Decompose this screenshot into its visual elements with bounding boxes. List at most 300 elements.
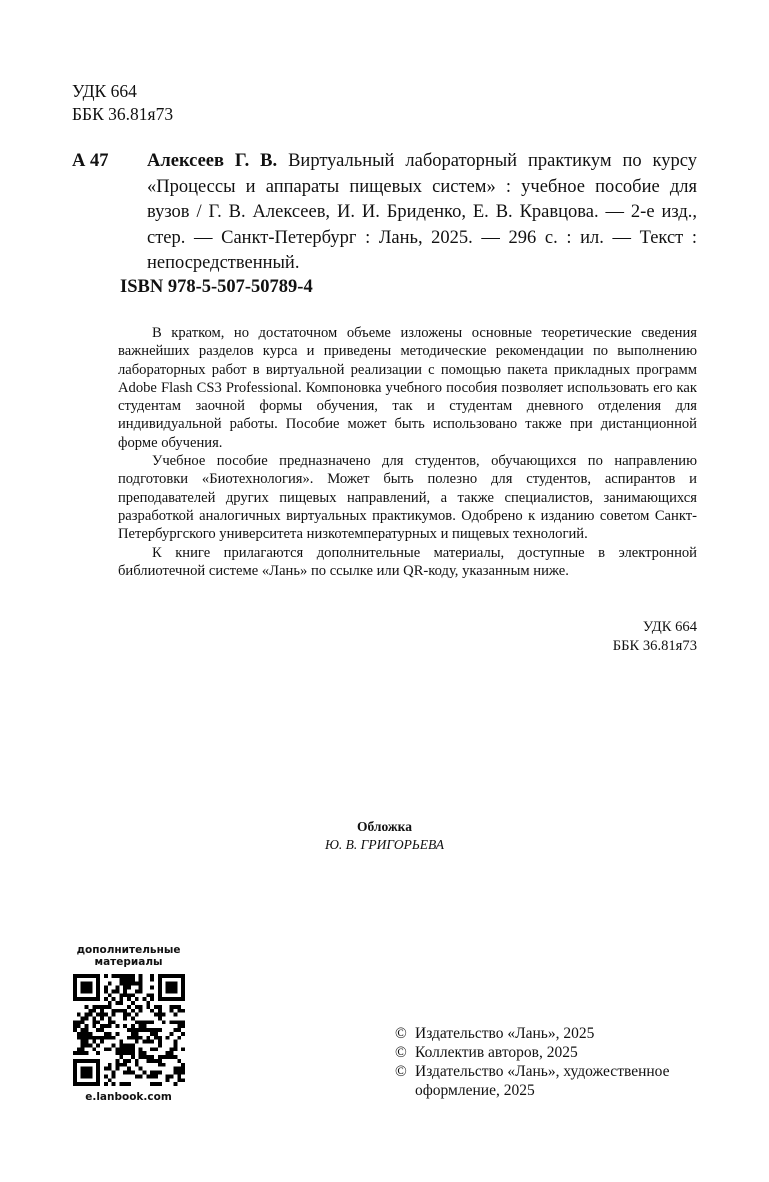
qr-module bbox=[92, 1016, 96, 1020]
qr-module bbox=[161, 997, 165, 1001]
qr-module bbox=[84, 1016, 88, 1020]
qr-module bbox=[157, 978, 161, 982]
qr-module bbox=[73, 1067, 77, 1071]
qr-module bbox=[96, 1044, 100, 1048]
qr-module bbox=[115, 1051, 119, 1055]
qr-module bbox=[123, 1047, 127, 1051]
qr-module bbox=[169, 989, 173, 993]
copyright-line bbox=[395, 1043, 705, 1062]
qr-module bbox=[127, 982, 131, 986]
qr-module bbox=[73, 1024, 77, 1028]
qr-module bbox=[123, 1044, 127, 1048]
qr-module bbox=[80, 1059, 84, 1063]
qr-module bbox=[88, 1071, 92, 1075]
qr-module bbox=[84, 1082, 88, 1086]
qr-module bbox=[127, 1028, 131, 1032]
annotation-paragraph: Учебное пособие предназначено для студентов, обучающихся по направлению подготовки «Биотехнология». Может быть полезно для студентов, аспирантов и преподавателей других пищевых направлений, а также специалистов, занимающихся разработкой аналогичных виртуальных практикумов. Одобрено к изданию советом Санкт-Петербургского университета низкотемпературных и пищевых технологий. bbox=[118, 453, 697, 543]
qr-module bbox=[150, 1071, 154, 1075]
qr-module bbox=[84, 1071, 88, 1075]
qr-module bbox=[119, 1009, 123, 1013]
qr-module bbox=[169, 1005, 173, 1009]
qr-module bbox=[84, 1040, 88, 1044]
qr-module bbox=[146, 1040, 150, 1044]
qr-module bbox=[134, 1013, 138, 1017]
qr-module bbox=[76, 1051, 80, 1055]
qr-module bbox=[88, 1074, 92, 1078]
qr-module bbox=[73, 1078, 77, 1082]
qr-module bbox=[107, 1001, 111, 1005]
bibliographic-record bbox=[147, 149, 697, 277]
qr-module bbox=[138, 1051, 142, 1055]
qr-module bbox=[76, 1024, 80, 1028]
qr-module bbox=[169, 1032, 173, 1036]
qr-module bbox=[76, 1047, 80, 1051]
qr-module bbox=[134, 1032, 138, 1036]
qr-module bbox=[150, 1009, 154, 1013]
qr-module bbox=[76, 1036, 80, 1040]
qr-module bbox=[177, 1067, 181, 1071]
qr-module bbox=[80, 1071, 84, 1075]
qr-module bbox=[150, 974, 154, 978]
qr-module bbox=[146, 993, 150, 997]
bbk-code: ББК 36.81я73 bbox=[72, 104, 174, 124]
qr-module bbox=[146, 1005, 150, 1009]
qr-module bbox=[123, 1016, 127, 1020]
qr-module bbox=[134, 1059, 138, 1063]
qr-module bbox=[96, 1028, 100, 1032]
qr-module bbox=[115, 1024, 119, 1028]
qr-module bbox=[127, 993, 131, 997]
qr-module bbox=[177, 1074, 181, 1078]
qr-module bbox=[107, 1078, 111, 1082]
qr-module bbox=[88, 974, 92, 978]
qr-module bbox=[123, 1009, 127, 1013]
qr-module bbox=[80, 974, 84, 978]
qr-module bbox=[173, 1013, 177, 1017]
qr-module bbox=[127, 1005, 131, 1009]
qr-module bbox=[138, 1028, 142, 1032]
qr-module bbox=[138, 1055, 142, 1059]
qr-module bbox=[169, 1074, 173, 1078]
qr-module bbox=[142, 1024, 146, 1028]
qr-module bbox=[103, 1013, 107, 1017]
qr-module bbox=[80, 997, 84, 1001]
qr-module bbox=[119, 1051, 123, 1055]
qr-module bbox=[73, 974, 77, 978]
qr-module bbox=[173, 974, 177, 978]
qr-module bbox=[181, 978, 185, 982]
qr-module bbox=[169, 986, 173, 990]
qr-module bbox=[84, 1059, 88, 1063]
qr-module bbox=[130, 993, 134, 997]
qr-module bbox=[130, 1001, 134, 1005]
qr-module bbox=[173, 1020, 177, 1024]
qr-module bbox=[138, 1047, 142, 1051]
qr-module bbox=[123, 1024, 127, 1028]
qr-module bbox=[103, 989, 107, 993]
qr-module bbox=[161, 1063, 165, 1067]
qr-module bbox=[134, 1020, 138, 1024]
qr-module bbox=[157, 982, 161, 986]
qr-module bbox=[154, 1005, 158, 1009]
qr-module bbox=[154, 1013, 158, 1017]
qr-module bbox=[111, 974, 115, 978]
qr-module bbox=[150, 986, 154, 990]
qr-module bbox=[84, 974, 88, 978]
qr-module bbox=[92, 1024, 96, 1028]
qr-module bbox=[100, 1036, 104, 1040]
qr-module bbox=[88, 1009, 92, 1013]
copyright-symbol: © bbox=[395, 1025, 407, 1042]
qr-module bbox=[142, 1028, 146, 1032]
classification-codes bbox=[72, 80, 173, 126]
qr-module bbox=[123, 974, 127, 978]
qr-module bbox=[146, 1036, 150, 1040]
qr-module bbox=[103, 1067, 107, 1071]
qr-module bbox=[107, 993, 111, 997]
qr-module bbox=[100, 1040, 104, 1044]
qr-module bbox=[119, 1047, 123, 1051]
qr-module bbox=[76, 1020, 80, 1024]
qr-module bbox=[157, 997, 161, 1001]
qr-module bbox=[161, 1055, 165, 1059]
qr-module bbox=[111, 1074, 115, 1078]
qr-module bbox=[119, 978, 123, 982]
qr-module bbox=[103, 1082, 107, 1086]
qr-module bbox=[73, 982, 77, 986]
qr-module bbox=[127, 1067, 131, 1071]
qr-module bbox=[107, 1036, 111, 1040]
qr-module bbox=[146, 1055, 150, 1059]
qr-module bbox=[157, 1059, 161, 1063]
qr-module bbox=[100, 1024, 104, 1028]
copyright-block bbox=[395, 1024, 705, 1100]
qr-module bbox=[169, 974, 173, 978]
qr-module bbox=[100, 1016, 104, 1020]
qr-module bbox=[181, 1067, 185, 1071]
qr-module bbox=[154, 1074, 158, 1078]
qr-module bbox=[134, 997, 138, 1001]
qr-module bbox=[92, 997, 96, 1001]
qr-module bbox=[173, 1005, 177, 1009]
qr-module bbox=[173, 1044, 177, 1048]
qr-module bbox=[115, 1067, 119, 1071]
qr-module bbox=[177, 1059, 181, 1063]
qr-module bbox=[123, 1013, 127, 1017]
qr-module bbox=[134, 1063, 138, 1067]
qr-module bbox=[130, 1044, 134, 1048]
qr-module bbox=[177, 1020, 181, 1024]
qr-module bbox=[100, 1009, 104, 1013]
qr-module bbox=[130, 1047, 134, 1051]
qr-title-line: материалы bbox=[94, 956, 163, 968]
qr-module bbox=[119, 997, 123, 1001]
author-sign: А 47 bbox=[72, 151, 109, 171]
qr-module bbox=[157, 1013, 161, 1017]
qr-module bbox=[76, 1059, 80, 1063]
qr-module bbox=[169, 982, 173, 986]
qr-module bbox=[103, 974, 107, 978]
qr-module bbox=[119, 993, 123, 997]
qr-module bbox=[173, 1067, 177, 1071]
qr-module bbox=[150, 1028, 154, 1032]
qr-module bbox=[181, 1032, 185, 1036]
qr-module bbox=[181, 986, 185, 990]
qr-module bbox=[181, 993, 185, 997]
qr-module bbox=[161, 1013, 165, 1017]
qr-module bbox=[157, 986, 161, 990]
qr-module bbox=[130, 1028, 134, 1032]
qr-module bbox=[84, 1044, 88, 1048]
qr-module bbox=[84, 1032, 88, 1036]
qr-module bbox=[84, 1013, 88, 1017]
qr-module bbox=[127, 1059, 131, 1063]
qr-module bbox=[73, 1059, 77, 1063]
qr-module bbox=[169, 1047, 173, 1051]
qr-module bbox=[130, 1036, 134, 1040]
qr-module bbox=[165, 982, 169, 986]
qr-module bbox=[123, 1051, 127, 1055]
qr-module bbox=[177, 1028, 181, 1032]
qr-module bbox=[177, 1009, 181, 1013]
qr-module bbox=[157, 1036, 161, 1040]
qr-module bbox=[96, 1063, 100, 1067]
qr-module bbox=[80, 1036, 84, 1040]
qr-module bbox=[111, 1009, 115, 1013]
qr-module bbox=[96, 997, 100, 1001]
qr-module bbox=[130, 982, 134, 986]
annotation-paragraph: К книге прилагаются дополнительные материалы, доступные в электронной библиотечной системе «Лань» по ссылке или QR-коду, указанным ниже. bbox=[118, 544, 697, 579]
qr-module bbox=[134, 989, 138, 993]
copyright-symbol: © bbox=[395, 1044, 407, 1061]
qr-module bbox=[80, 989, 84, 993]
qr-module bbox=[92, 1082, 96, 1086]
qr-module bbox=[127, 1044, 131, 1048]
qr-module bbox=[157, 1040, 161, 1044]
qr-module bbox=[115, 1001, 119, 1005]
qr-module bbox=[169, 1051, 173, 1055]
qr-module bbox=[165, 1036, 169, 1040]
qr-module bbox=[150, 1040, 154, 1044]
qr-module bbox=[134, 1074, 138, 1078]
qr-module bbox=[157, 1082, 161, 1086]
qr-module bbox=[177, 1071, 181, 1075]
qr-module bbox=[157, 989, 161, 993]
qr-module bbox=[92, 1047, 96, 1051]
annotation-paragraph: В кратком, но достаточном объеме изложены основные теоретические сведения важнейших разделов курса и приведены методические рекомендации по выполнению лабораторных работ в виртуальной реализации с помощью пакета прикладных программ Adobe Flash CS3 Professional. Компоновка учебного пособия позволяет использовать его как студентам заочной формы обучения, так и студентам дневного отделения для индивидуальной работы. Пособие может быть использовано также при дистанционной форме обучения. bbox=[118, 325, 697, 451]
qr-module bbox=[165, 974, 169, 978]
qr-module bbox=[157, 1009, 161, 1013]
qr-module bbox=[103, 1047, 107, 1051]
qr-module bbox=[96, 1036, 100, 1040]
qr-module bbox=[107, 1047, 111, 1051]
copyright-line bbox=[395, 1062, 705, 1100]
qr-module bbox=[76, 1032, 80, 1036]
qr-module bbox=[115, 1032, 119, 1036]
qr-module bbox=[73, 993, 77, 997]
qr-module bbox=[73, 986, 77, 990]
qr-module bbox=[115, 1047, 119, 1051]
annotation-bbk: ББК 36.81я73 bbox=[612, 637, 697, 654]
qr-module bbox=[138, 1009, 142, 1013]
qr-module bbox=[154, 1036, 158, 1040]
qr-module bbox=[154, 1028, 158, 1032]
qr-module bbox=[92, 974, 96, 978]
qr-module bbox=[177, 1036, 181, 1040]
qr-module bbox=[173, 1047, 177, 1051]
qr-module bbox=[96, 982, 100, 986]
qr-module bbox=[103, 986, 107, 990]
qr-module bbox=[134, 982, 138, 986]
qr-module bbox=[107, 982, 111, 986]
qr-module bbox=[138, 1067, 142, 1071]
qr-module bbox=[173, 1040, 177, 1044]
qr-module bbox=[181, 1020, 185, 1024]
qr-module bbox=[165, 1055, 169, 1059]
qr-module bbox=[111, 1020, 115, 1024]
qr-module bbox=[142, 1020, 146, 1024]
qr-module bbox=[80, 1020, 84, 1024]
qr-module bbox=[80, 1074, 84, 1078]
qr-module bbox=[127, 1013, 131, 1017]
qr-module bbox=[181, 982, 185, 986]
qr-module bbox=[154, 1032, 158, 1036]
qr-module bbox=[161, 974, 165, 978]
qr-module bbox=[96, 1067, 100, 1071]
qr-module bbox=[96, 989, 100, 993]
qr-module bbox=[150, 1020, 154, 1024]
qr-module bbox=[165, 989, 169, 993]
qr-module bbox=[157, 1044, 161, 1048]
qr-module bbox=[181, 1009, 185, 1013]
qr-module bbox=[150, 978, 154, 982]
qr-module bbox=[165, 986, 169, 990]
qr-module bbox=[127, 1036, 131, 1040]
qr-module bbox=[84, 1051, 88, 1055]
copyright-text: Коллектив авторов, 2025 bbox=[415, 1044, 578, 1061]
copyright-text: Издательство «Лань», 2025 bbox=[415, 1025, 595, 1042]
qr-module bbox=[127, 1051, 131, 1055]
qr-module bbox=[157, 1016, 161, 1020]
qr-module bbox=[173, 1082, 177, 1086]
qr-module bbox=[150, 1082, 154, 1086]
qr-module bbox=[142, 1051, 146, 1055]
qr-module bbox=[84, 997, 88, 1001]
qr-module bbox=[127, 978, 131, 982]
qr-module bbox=[88, 982, 92, 986]
qr-module bbox=[157, 1005, 161, 1009]
qr-module bbox=[181, 974, 185, 978]
qr-module bbox=[88, 1036, 92, 1040]
qr-module bbox=[76, 974, 80, 978]
qr-module bbox=[119, 1044, 123, 1048]
qr-module bbox=[73, 1063, 77, 1067]
qr-module bbox=[150, 997, 154, 1001]
qr-module bbox=[88, 1059, 92, 1063]
bibliographic-description: Виртуальный лабораторный практикум по курсу «Процессы и аппараты пищевых систем» : учебное пособие для вузов / Г. В. Алексеев, И. И. Бриденко, Е. В. Кравцова. — 2-е изд., стер. — Санкт-Петербург : Лань, 2025. — 296 с. : ил. — Текст : непосредственный. bbox=[147, 151, 697, 273]
copyright-text: Издательство «Лань», художественное оформление, 2025 bbox=[415, 1063, 670, 1099]
qr-module bbox=[88, 997, 92, 1001]
qr-module bbox=[119, 1040, 123, 1044]
qr-module bbox=[80, 1028, 84, 1032]
qr-module bbox=[157, 993, 161, 997]
qr-module bbox=[84, 1067, 88, 1071]
qr-module bbox=[96, 1071, 100, 1075]
qr-module bbox=[100, 1028, 104, 1032]
qr-module bbox=[173, 989, 177, 993]
qr-module bbox=[115, 1009, 119, 1013]
qr-module bbox=[173, 986, 177, 990]
qr-module bbox=[73, 1020, 77, 1024]
qr-module bbox=[142, 1055, 146, 1059]
qr-module bbox=[111, 1036, 115, 1040]
qr-module bbox=[157, 1028, 161, 1032]
qr-module bbox=[138, 1024, 142, 1028]
qr-module bbox=[73, 1082, 77, 1086]
qr-module bbox=[107, 1016, 111, 1020]
isbn: ISBN 978-5-507-50789-4 bbox=[120, 277, 313, 297]
qr-module bbox=[150, 1059, 154, 1063]
qr-code[interactable] bbox=[73, 974, 185, 1086]
copyright-line bbox=[395, 1024, 705, 1043]
qr-module bbox=[123, 1082, 127, 1086]
qr-module bbox=[88, 1067, 92, 1071]
cover-designer: Ю. В. ГРИГОРЬЕВА bbox=[324, 837, 445, 852]
qr-module bbox=[115, 989, 119, 993]
qr-module bbox=[165, 1074, 169, 1078]
qr-module bbox=[138, 989, 142, 993]
qr-module bbox=[96, 1013, 100, 1017]
qr-module bbox=[103, 1005, 107, 1009]
qr-module bbox=[134, 1036, 138, 1040]
qr-module bbox=[80, 1082, 84, 1086]
qr-module bbox=[165, 1051, 169, 1055]
qr-module bbox=[80, 1044, 84, 1048]
qr-module bbox=[123, 1059, 127, 1063]
qr-module bbox=[73, 978, 77, 982]
qr-module bbox=[84, 986, 88, 990]
qr-module bbox=[130, 1032, 134, 1036]
qr-module bbox=[107, 1067, 111, 1071]
qr-module bbox=[173, 982, 177, 986]
qr-module bbox=[111, 989, 115, 993]
qr-module bbox=[84, 1074, 88, 1078]
qr-module bbox=[142, 997, 146, 1001]
qr-module bbox=[127, 1047, 131, 1051]
qr-module bbox=[80, 1032, 84, 1036]
qr-module bbox=[123, 1063, 127, 1067]
qr-module bbox=[127, 1082, 131, 1086]
qr-url[interactable]: e.lanbook.com bbox=[85, 1091, 172, 1103]
qr-module bbox=[138, 978, 142, 982]
qr-module bbox=[177, 997, 181, 1001]
qr-module bbox=[80, 1067, 84, 1071]
qr-module bbox=[127, 986, 131, 990]
qr-module bbox=[177, 1078, 181, 1082]
qr-module bbox=[119, 1082, 123, 1086]
qr-module bbox=[92, 1036, 96, 1040]
qr-module bbox=[177, 1005, 181, 1009]
qr-module bbox=[84, 1024, 88, 1028]
qr-module bbox=[146, 1074, 150, 1078]
qr-module bbox=[138, 974, 142, 978]
qr-module bbox=[146, 1020, 150, 1024]
udk-code: УДК 664 bbox=[72, 81, 137, 101]
qr-module bbox=[130, 1016, 134, 1020]
qr-module bbox=[92, 1020, 96, 1024]
qr-module bbox=[181, 1024, 185, 1028]
qr-module bbox=[103, 1036, 107, 1040]
